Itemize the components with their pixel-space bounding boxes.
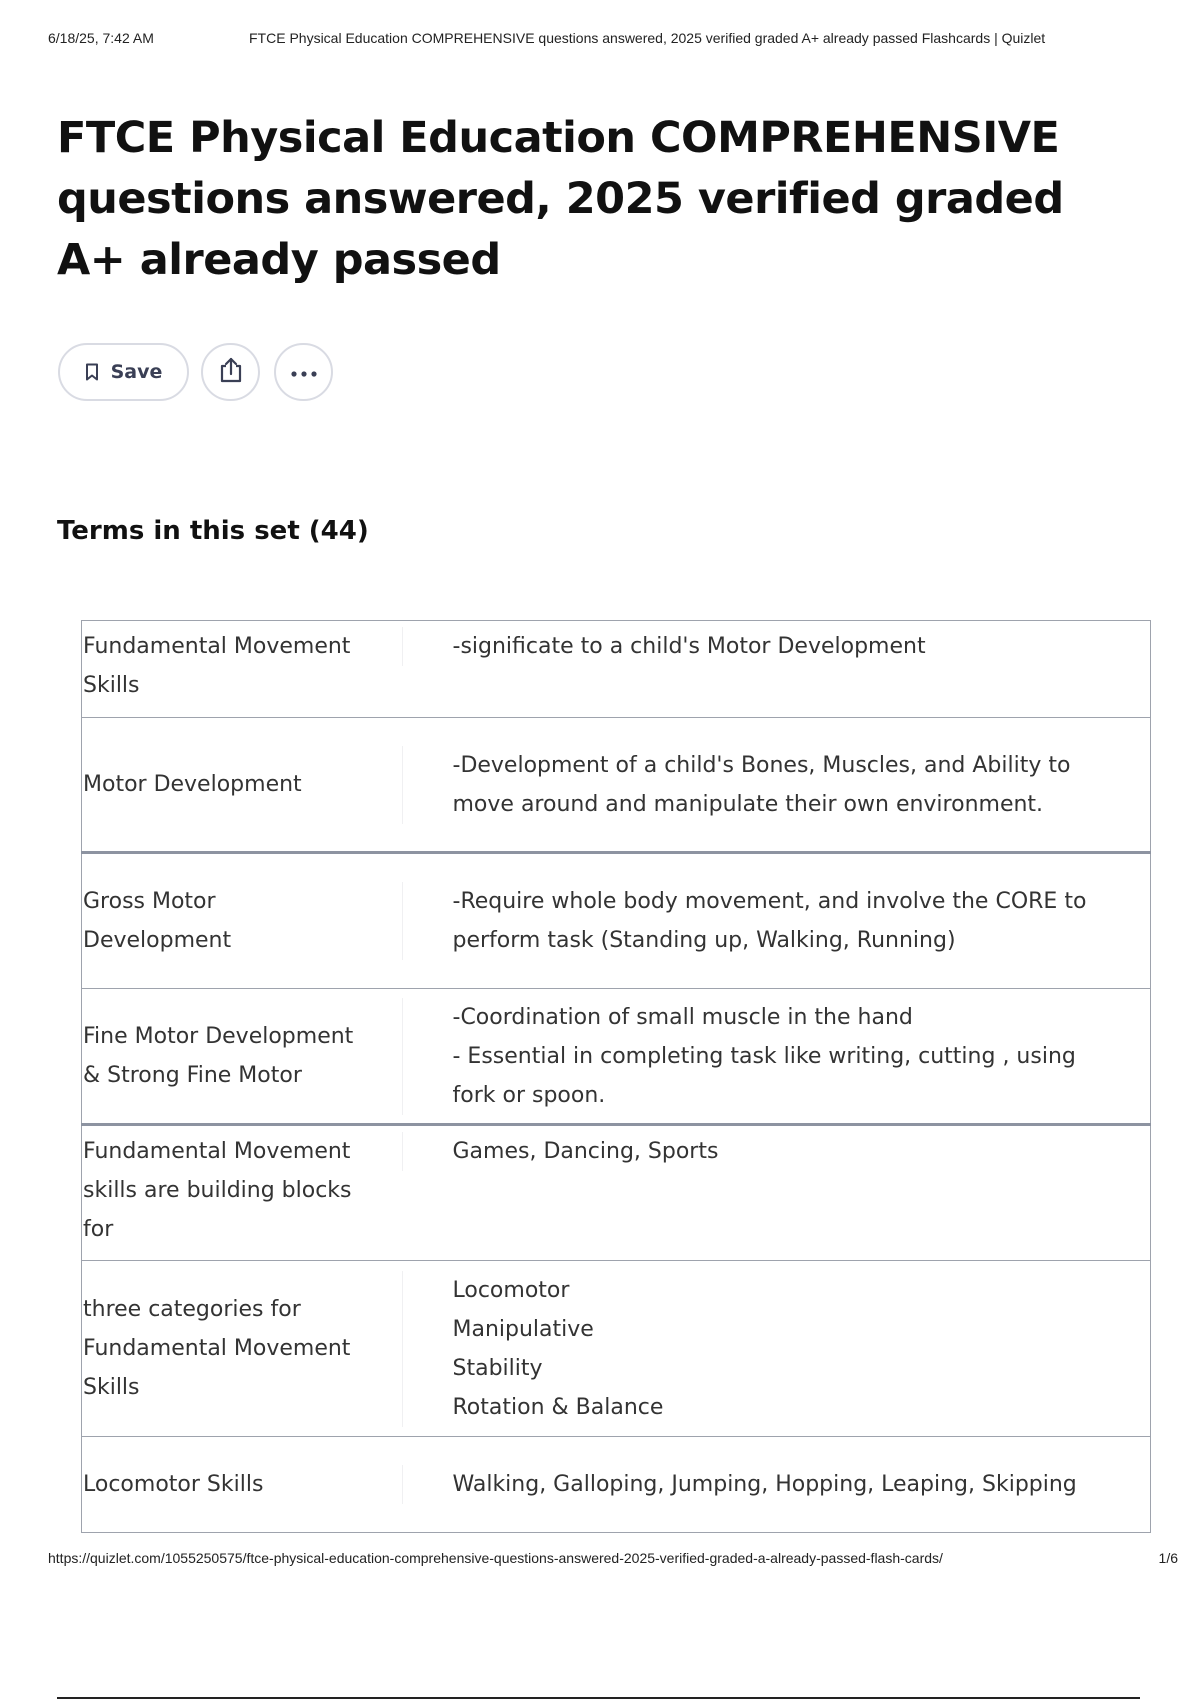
page-title: FTCE Physical Education COMPREHENSIVE questions answered, 2025 verified graded A+ already passed	[57, 113, 1064, 285]
definition-line: -significate to a child's Motor Development	[452, 634, 926, 659]
print-header	[48, 30, 1164, 50]
print-doc-title: FTCE Physical Education COMPREHENSIVE questions answered, 2025 verified graded A+ already passed Flashcards | Quizlet	[249, 30, 1046, 46]
bookmark-icon	[85, 363, 99, 381]
save-button[interactable]	[58, 343, 189, 401]
definition-line: -Development of a child's Bones, Muscles, and Ability to move around and manipulate their own environment.	[452, 752, 1071, 817]
term-row	[82, 1125, 1151, 1261]
definition-cell	[402, 718, 1151, 853]
definition-cell	[402, 1125, 1151, 1261]
definition-line: - Essential in completing task like writing, cutting , using fork or spoon.	[452, 1043, 1076, 1108]
definition-line: Walking, Galloping, Jumping, Hopping, Leaping, Skipping	[452, 1472, 1077, 1497]
term-row	[82, 989, 1151, 1125]
term-row	[82, 718, 1151, 853]
definition-cell	[402, 989, 1151, 1125]
definition-cell	[402, 1261, 1151, 1437]
term-row	[82, 1437, 1151, 1533]
print-date: 6/18/25, 7:42 AM	[48, 30, 154, 46]
term-cell: Locomotor Skills	[82, 1437, 402, 1533]
page-number: 1/6	[1158, 1550, 1178, 1566]
share-button[interactable]	[201, 343, 260, 401]
definition-line: Stability	[452, 1355, 543, 1381]
definition-cell	[402, 853, 1151, 989]
definition-line: Rotation & Balance	[452, 1394, 664, 1420]
more-options-button[interactable]	[274, 343, 333, 401]
term-cell: three categories for Fundamental Movement Skills	[82, 1261, 402, 1437]
term-cell: Fundamental Movement Skills	[82, 621, 402, 718]
definition-cell	[402, 1437, 1151, 1533]
definition-line: Games, Dancing, Sports	[452, 1139, 719, 1164]
save-button-label: Save	[110, 361, 163, 383]
definition-line: Locomotor	[452, 1277, 570, 1303]
definition-line: Manipulative	[452, 1316, 594, 1342]
term-row	[82, 1261, 1151, 1437]
term-row	[82, 621, 1151, 718]
term-cell: Fine Motor Development & Strong Fine Motor	[82, 989, 402, 1125]
definition-line: -Require whole body movement, and involve the CORE to perform task (Standing up, Walking, Running)	[452, 889, 1087, 953]
term-cell: Gross Motor Development	[82, 853, 402, 989]
term-cell: Motor Development	[82, 718, 402, 853]
definition-line: -Coordination of small muscle in the hand	[452, 1004, 913, 1030]
term-row	[82, 853, 1151, 989]
more-horizontal-icon	[290, 363, 318, 382]
term-cell: Fundamental Movement skills are building blocks for	[82, 1125, 402, 1261]
definition-cell	[402, 621, 1151, 718]
divider	[57, 1697, 1140, 1699]
print-url: https://quizlet.com/1055250575/ftce-physical-education-comprehensive-questions-answered-2025-verified-graded-a-already-passed-flash-cards/	[48, 1550, 943, 1566]
print-footer	[48, 1550, 1180, 1570]
terms-table	[81, 620, 1151, 1533]
terms-heading: Terms in this set (44)	[57, 516, 369, 546]
share-icon	[218, 356, 244, 388]
